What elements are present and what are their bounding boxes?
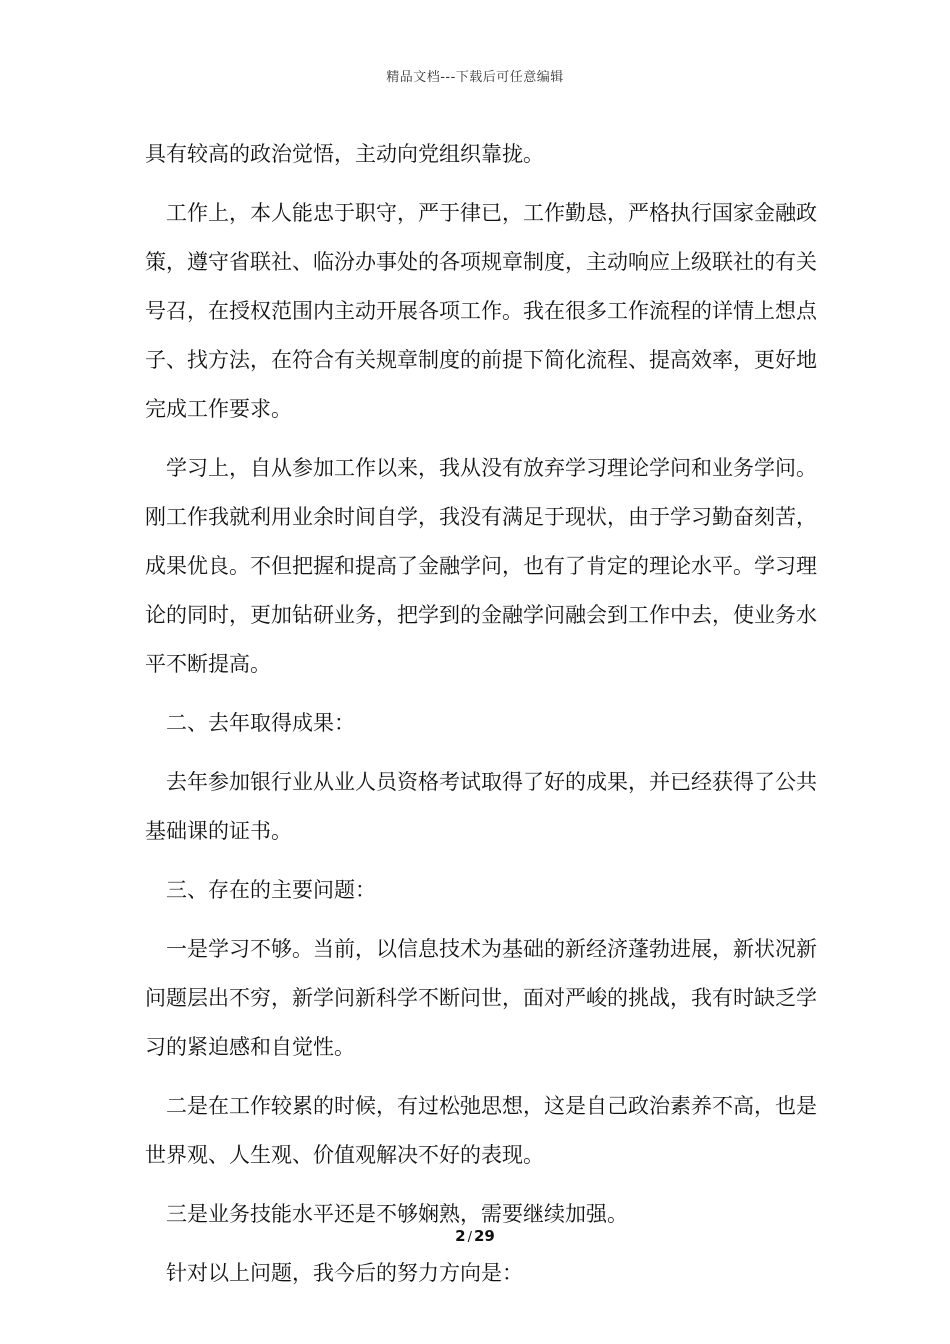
page-header: 精品文档---下载后可任意编辑 [386,70,564,85]
paragraph-work: 工作上，本人能忠于职守，严于律已，工作勤恳，严格执行国家金融政策，遵守省联社、临汾办事处的各项规章制度，主动响应上级联社的有关号召，在授权范围内主动开展各项工作。我在很多工作流程的详情上想点子、找方法，在符合有关规章制度的前提下简化流程、提高效率，更好地完成工作要求。 [145,201,817,421]
paragraph-problem-three: 三是业务技能水平还是不够娴熟，需要继续加强。 [166,1202,628,1226]
total-pages-number: 29 [473,1227,495,1245]
paragraph-study: 学习上，自从参加工作以来，我从没有放弃学习理论学问和业务学问。刚工作我就利用业余时间自学，我没有满足于现状，由于学习勤奋刻苦，成果优良。不但把握和提高了金融学问，也有了肯定的理论水平。学习理论的同时，更加钻研业务，把学到的金融学问融会到工作中去，使业务水平不断提高。 [145,456,817,676]
section-heading-results: 二、去年取得成果： [166,711,355,735]
paragraph-problem-one: 一是学习不够。当前，以信息技术为基础的新经济蓬勃进展，新状况新问题层出不穷，新学问新科学不断问世，面对严峻的挑战，我有时缺乏学习的紧迫感和自觉性。 [145,937,817,1059]
current-page-number: 2 [455,1227,466,1245]
page-separator: / [467,1230,472,1245]
paragraph-problem-two: 二是在工作较累的时候，有过松弛思想，这是自己政治素养不高，也是世界观、人生观、价值观解决不好的表现。 [145,1094,817,1167]
paragraph-direction: 针对以上问题，我今后的努力方向是： [166,1261,523,1285]
paragraph-continuation: 具有较高的政治觉悟，主动向党组织靠拢。 [145,142,544,166]
document-body [145,130,825,1308]
paragraph-results: 去年参加银行业从业人员资格考试取得了好的成果，并已经获得了公共基础课的证书。 [145,770,817,843]
page-number [0,1227,950,1245]
section-heading-problems: 三、存在的主要问题： [166,878,376,902]
